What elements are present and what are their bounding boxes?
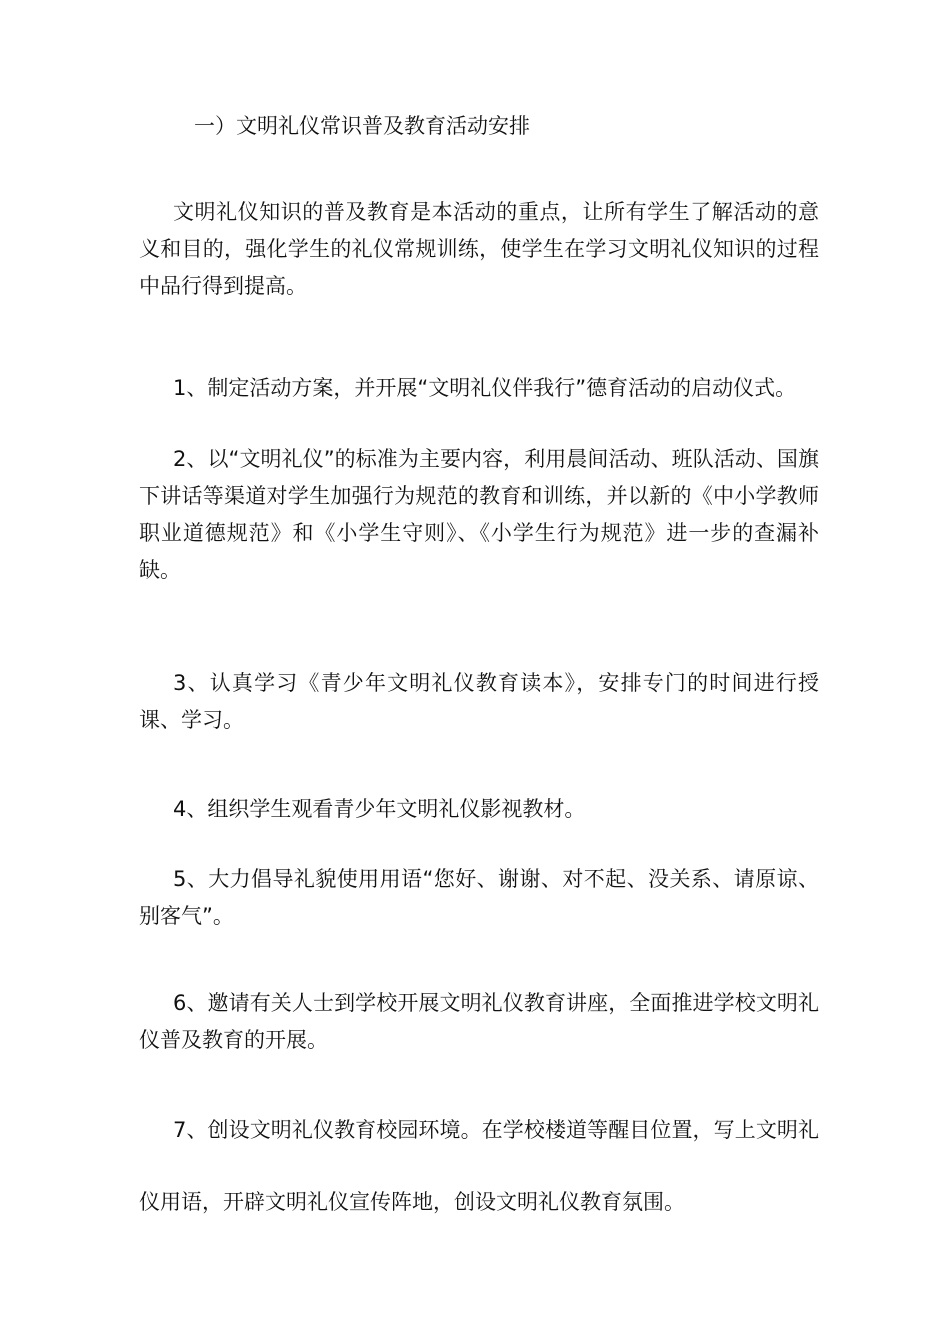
intro-paragraph: 文明礼仪知识的普及教育是本活动的重点，让所有学生了解活动的意义和目的，强化学生的礼仪常规训练，使学生在学习文明礼仪知识的过程中品行得到提高。 — [139, 200, 819, 298]
list-item-1: 1、制定活动方案，并开展“文明礼仪伴我行”德育活动的启动仪式。 — [173, 376, 797, 400]
list-item-6: 6、邀请有关人士到学校开展文明礼仪教育讲座，全面推进学校文明礼仪普及教育的开展。 — [139, 991, 819, 1052]
section-heading: 一）文明礼仪常识普及教育活动安排 — [194, 114, 530, 138]
list-item-2: 2、以“文明礼仪”的标准为主要内容，利用晨间活动、班队活动、国旗下讲话等渠道对学生加强行为规范的教育和训练，并以新的《中小学教师职业道德规范》和《小学生守则》、《小学生行为规范》进一步的查漏补缺。 — [139, 447, 819, 582]
list-item-7: 7、创设文明礼仪教育校园环境。在学校楼道等醒目位置，写上文明礼仪用语，开辟文明礼仪宣传阵地，创设文明礼仪教育氛围。 — [139, 1118, 819, 1214]
list-item-4: 4、组织学生观看青少年文明礼仪影视教材。 — [173, 797, 586, 821]
list-item-5: 5、大力倡导礼貌使用用语“您好、谢谢、对不起、没关系、请原谅、别客气”。 — [139, 867, 819, 928]
list-item-3: 3、认真学习《青少年文明礼仪教育读本》，安排专门的时间进行授课、学习。 — [139, 671, 819, 732]
